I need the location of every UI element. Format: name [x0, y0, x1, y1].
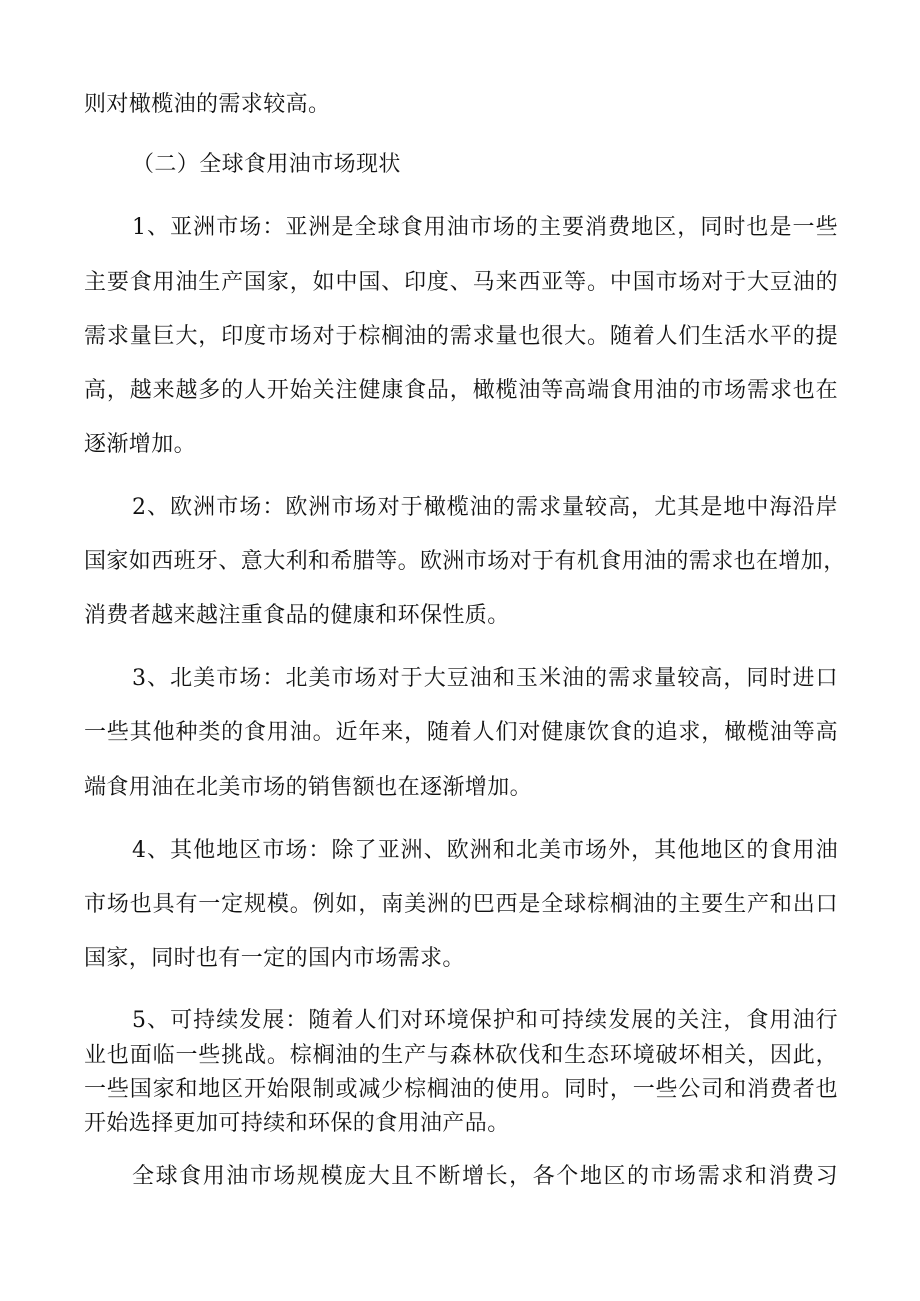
paragraph-continuation-line: 则对橄榄油的需求较高。: [84, 92, 331, 117]
paragraph-europe-line-3: 消费者越来越注重食品的健康和环保性质。: [84, 603, 510, 628]
section-heading: （二）全球食用油市场现状: [132, 152, 401, 177]
paragraph-north-america-line-3: 端食用油在北美市场的销售额也在逐渐增加。: [84, 775, 533, 800]
paragraph-sustainability-line-1: 5、可持续发展：随着人们对环境保护和可持续发展的关注，食用油行: [132, 1008, 838, 1033]
paragraph-asia-line-1: 1、亚洲市场：亚洲是全球食用油市场的主要消费地区，同时也是一些: [132, 215, 838, 240]
paragraph-europe-line-1: 2、欧洲市场：欧洲市场对于橄榄油的需求量较高，尤其是地中海沿岸: [132, 495, 838, 520]
paragraph-europe-line-2: 国家如西班牙、意大利和希腊等。欧洲市场对于有机食用油的需求也在增加，: [84, 549, 846, 574]
paragraph-other-regions-line-2: 市场也具有一定规模。例如，南美洲的巴西是全球棕榈油的主要生产和出口: [84, 892, 838, 917]
paragraph-asia-line-4: 高，越来越多的人开始关注健康食品，橄榄油等高端食用油的市场需求也在: [84, 378, 838, 403]
paragraph-asia-line-5: 逐渐增加。: [84, 432, 197, 457]
paragraph-sustainability-line-3: 一些国家和地区开始限制或减少棕榈油的使用。同时，一些公司和消费者也: [84, 1077, 838, 1102]
paragraph-sustainability-line-2: 业也面临一些挑战。棕榈油的生产与森林砍伐和生态环境破坏相关，因此，: [84, 1043, 838, 1068]
paragraph-other-regions-line-1: 4、其他地区市场：除了亚洲、欧洲和北美市场外，其他地区的食用油: [132, 838, 838, 863]
paragraph-asia-line-3: 需求量巨大，印度市场对于棕榈油的需求量也很大。随着人们生活水平的提: [84, 324, 838, 349]
paragraph-summary-line-1: 全球食用油市场规模庞大且不断增长，各个地区的市场需求和消费习: [132, 1164, 838, 1189]
paragraph-other-regions-line-3: 国家，同时也有一定的国内市场需求。: [84, 946, 465, 971]
paragraph-asia-line-2: 主要食用油生产国家，如中国、印度、马来西亚等。中国市场对于大豆油的: [84, 270, 838, 295]
paragraph-north-america-line-1: 3、北美市场：北美市场对于大豆油和玉米油的需求量较高，同时进口: [132, 666, 838, 691]
paragraph-north-america-line-2: 一些其他种类的食用油。近年来，随着人们对健康饮食的追求，橄榄油等高: [84, 720, 838, 745]
paragraph-sustainability-line-4: 开始选择更加可持续和环保的食用油产品。: [84, 1111, 510, 1136]
